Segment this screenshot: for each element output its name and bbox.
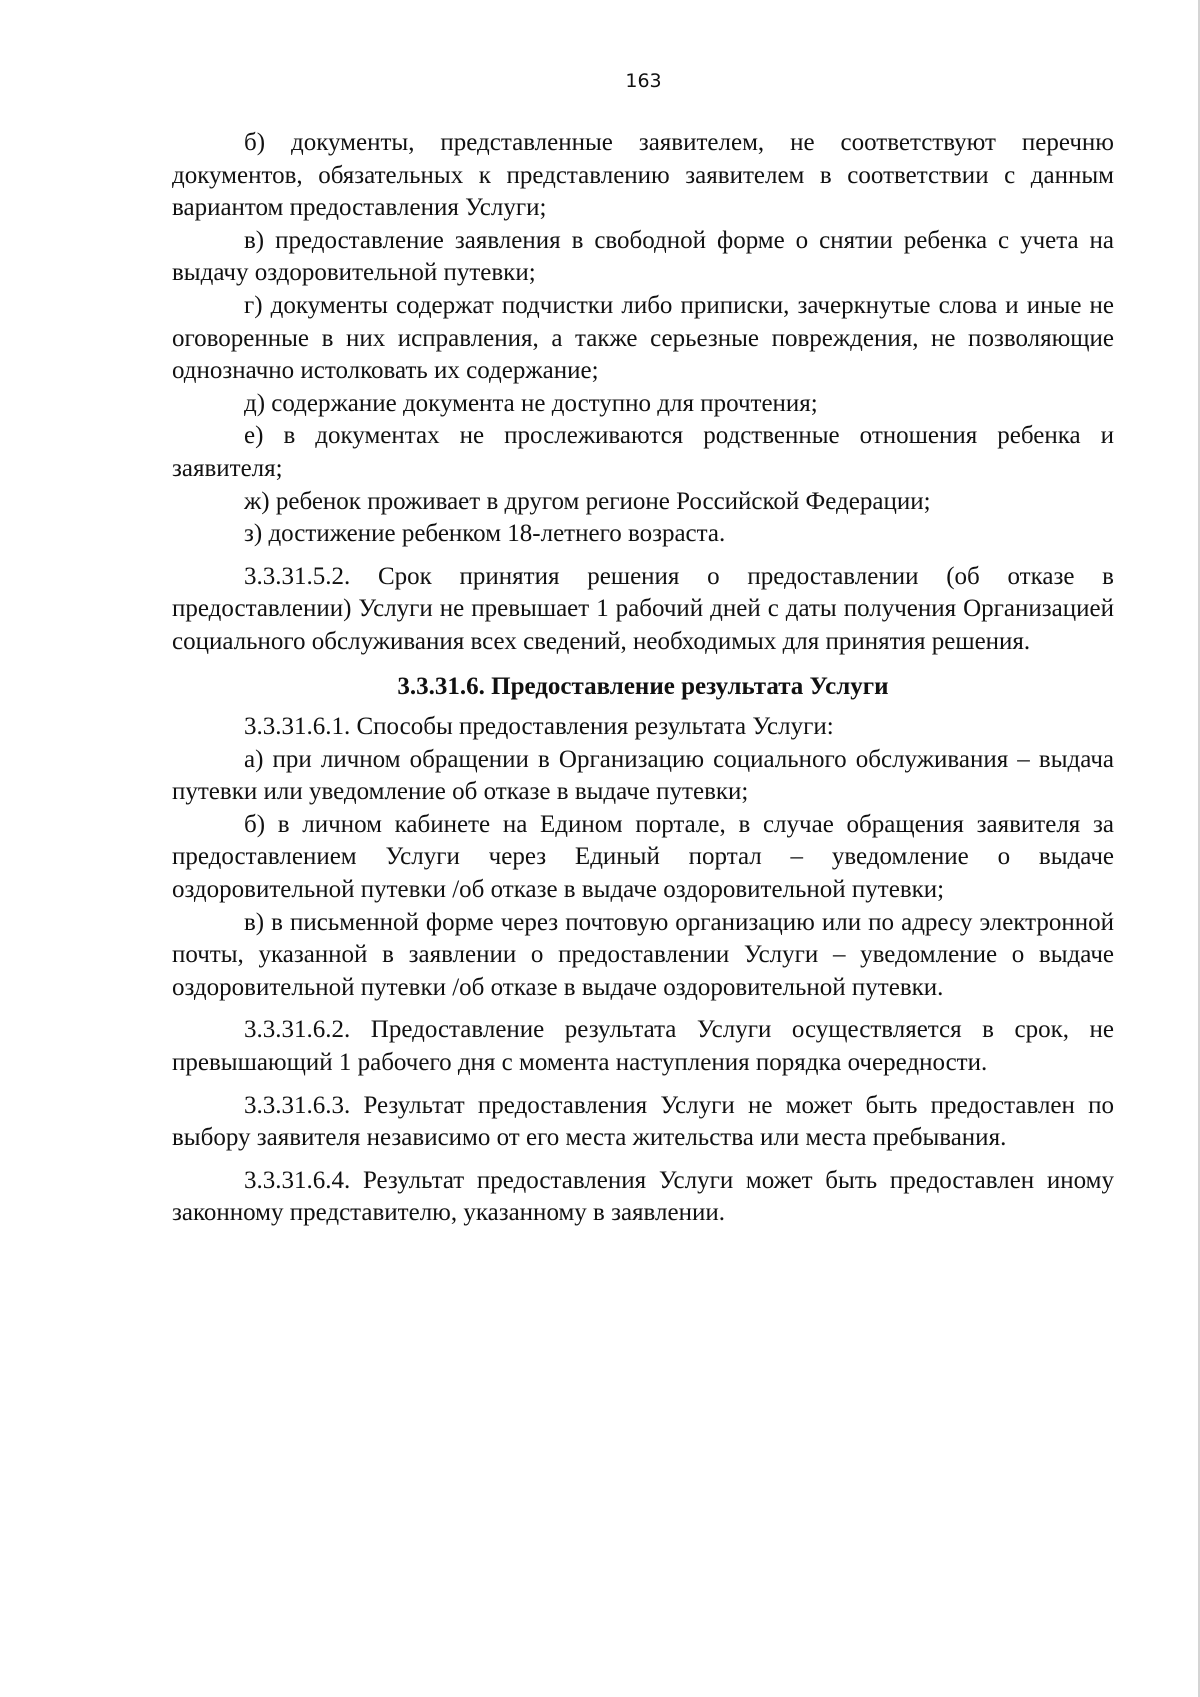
clause-3-3-31-6-2: 3.3.31.6.2. Предоставление результата Услуги осуществляется в срок, не превышающий 1 рабочего дня с момента наступления порядка очередности. <box>172 1016 1114 1077</box>
clause-3-3-31-5-2: 3.3.31.5.2. Срок принятия решения о предоставлении (об отказе в предоставлении) Услуги не превышает 1 рабочий дней с даты получения Организацией социального обслуживания всех сведений, необходимых для принятия решения. <box>172 562 1114 655</box>
list-item: в) предоставление заявления в свободной форме о снятии ребенка с учета на выдачу оздоровительной путевки; <box>172 226 1114 287</box>
list-item: з) достижение ребенком 18-летнего возраста. <box>244 520 726 548</box>
list-item: г) документы содержат подчистки либо приписки, зачеркнутые слова и иные не оговоренные в них исправления, а также серьезные повреждения, не позволяющие однозначно истолковать их содержание; <box>172 291 1114 385</box>
list-item: б) в личном кабинете на Едином портале, в случае обращения заявителя за предоставлением Услуги через Единый портал – уведомление о выдаче оздоровительной путевки /об отказе в выдаче оздоровительной путевки; <box>172 810 1114 904</box>
list-item: ж) ребенок проживает в другом регионе Российской Федерации; <box>244 487 931 515</box>
list-item: е) в документах не прослеживаются родственные отношения ребенка и заявителя; <box>172 422 1114 482</box>
list-item: д) содержание документа не доступно для прочтения; <box>244 389 818 417</box>
list-item: б) документы, представленные заявителем, не соответствуют перечню документов, обязательных к представлению заявителем в соответствии с данным вариантом предоставления Услуги; <box>172 129 1114 222</box>
list-item: в) в письменной форме через почтовую организацию или по адресу электронной почты, указанной в заявлении о предоставлении Услуги – уведомление о выдаче оздоровительной путевки /об отказе в выдаче оздоровительной путевки. <box>172 908 1114 1001</box>
clause-3-3-31-6-4: 3.3.31.6.4. Результат предоставления Услуги может быть предоставлен иному законному представителю, указанному в заявлении. <box>172 1166 1114 1227</box>
section-heading: 3.3.31.6. Предоставление результата Услуги <box>397 672 889 700</box>
page-number: 163 <box>625 70 662 92</box>
document-body <box>172 127 1114 1230</box>
list-item: а) при личном обращении в Организацию социального обслуживания – выдача путевки или уведомление об отказе в выдаче путевки; <box>172 745 1114 806</box>
clause-3-3-31-6-1: 3.3.31.6.1. Способы предоставления результата Услуги: <box>244 713 834 741</box>
clause-3-3-31-6-3: 3.3.31.6.3. Результат предоставления Услуги не может быть предоставлен по выбору заявителя независимо от его места жительства или места пребывания. <box>172 1091 1114 1152</box>
